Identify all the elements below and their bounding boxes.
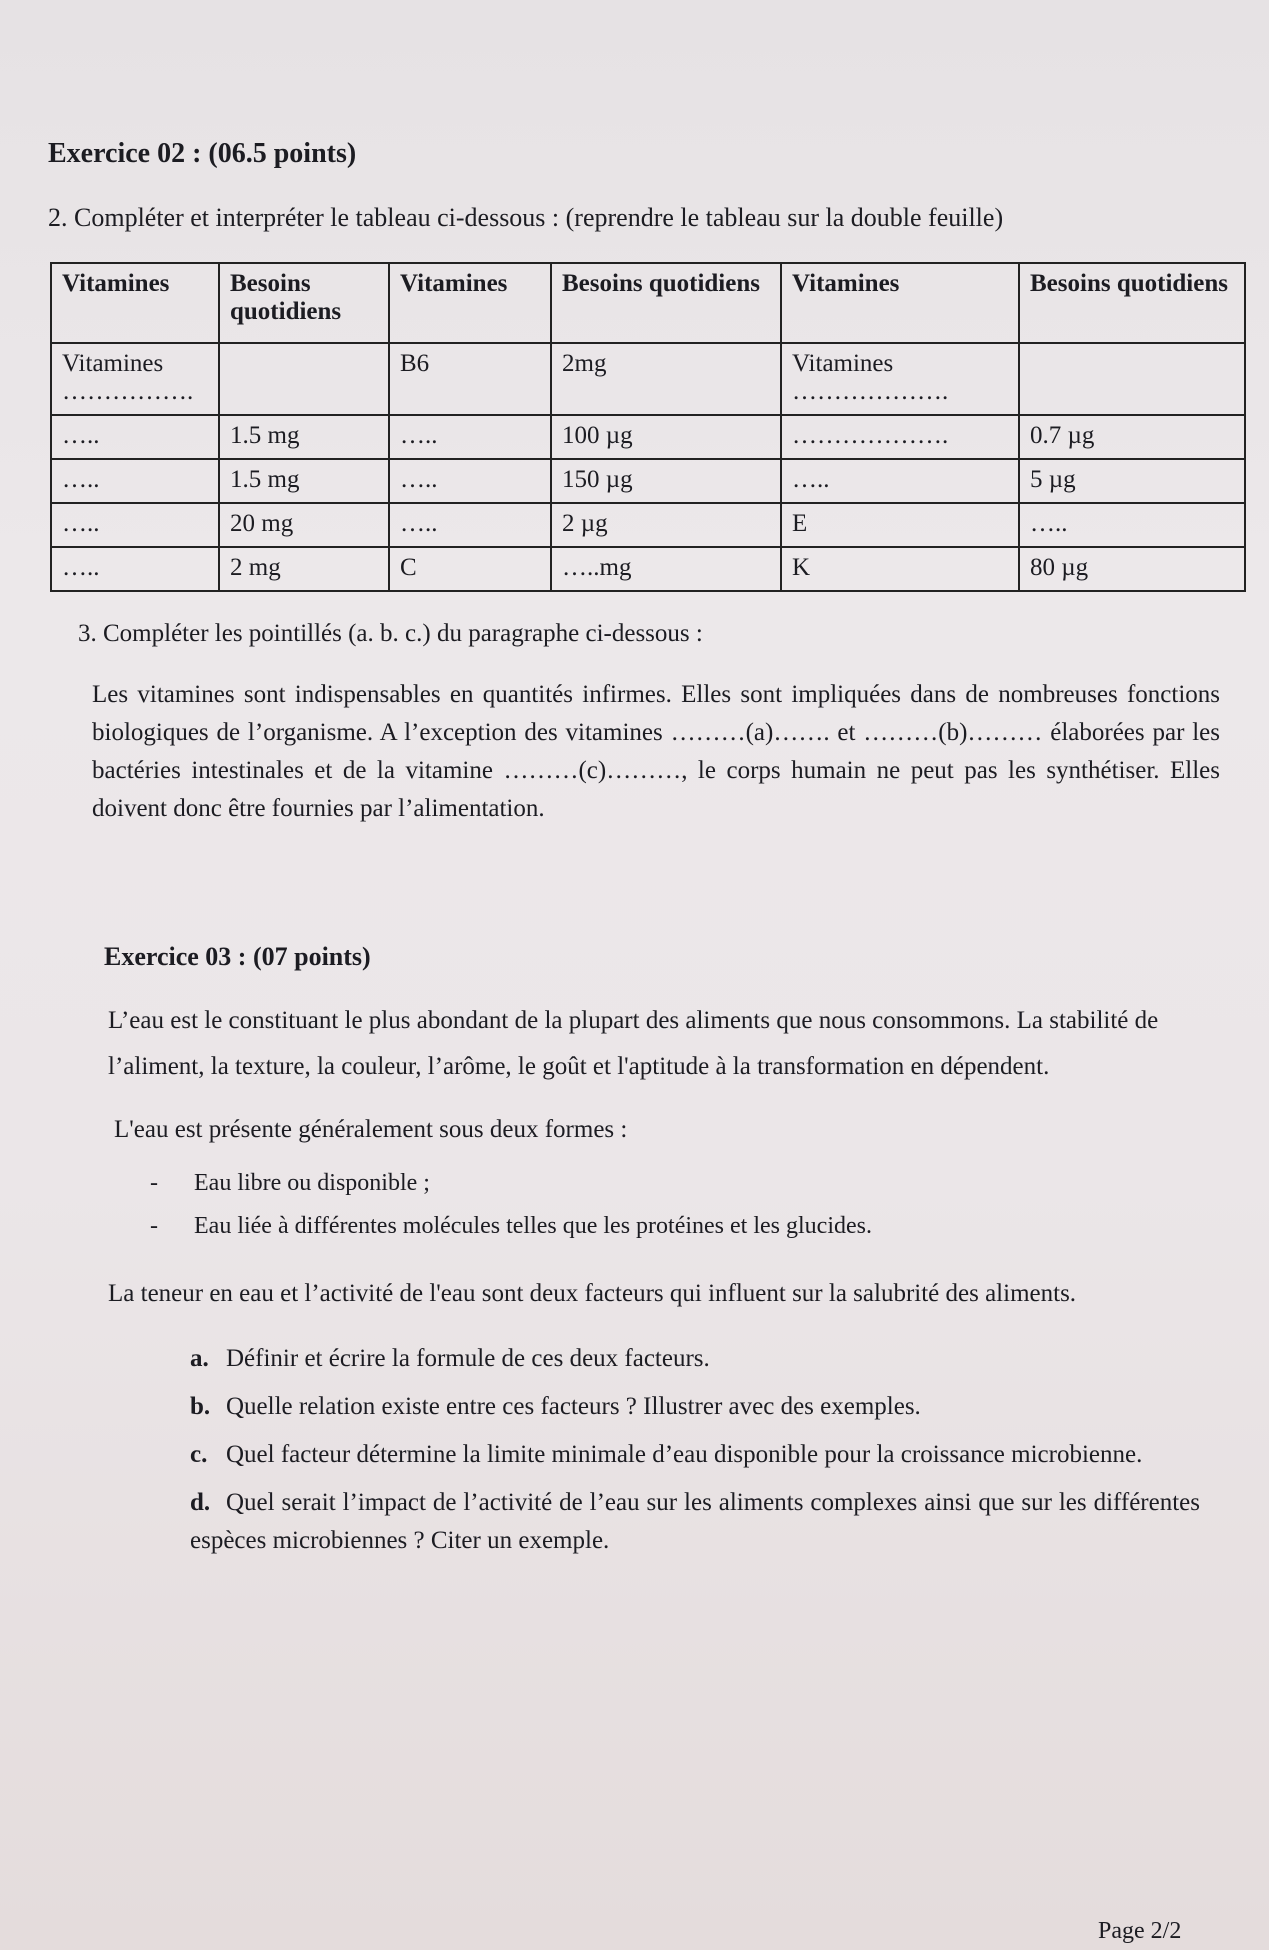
vitamins-table — [50, 262, 1246, 592]
question-letter: b. — [190, 1393, 211, 1420]
table-cell: C — [389, 547, 551, 591]
table-cell: 1.5 mg — [219, 415, 389, 459]
question-item — [190, 1340, 1200, 1378]
table-header-row — [51, 263, 1245, 343]
table-cell: ….. — [51, 459, 219, 503]
header-cell: Vitamines — [389, 263, 551, 343]
question-text: Quel facteur détermine la limite minimale d’eau disponible pour la croissance microbienne. — [226, 1441, 1143, 1468]
table-cell: ………………. — [781, 415, 1019, 459]
table-cell: ….. — [389, 415, 551, 459]
question-item — [190, 1436, 1200, 1474]
table-cell: 20 mg — [219, 503, 389, 547]
question-text: Quelle relation existe entre ces facteurs ? Illustrer avec des exemples. — [226, 1393, 921, 1420]
fill-in-paragraph: Les vitamines sont indispensables en quantités infirmes. Elles sont impliquées dans de nombreuses fonctions biologiques de l’organisme. A l’exception des vitamines ………(a)……. et ………(b)……… élaborées par les bactéries intestinales et de la vitamine ………(c)………, le corps humain ne peut pas les synthétiser. Elles doivent donc être fournies par l’alimentation. — [92, 681, 1220, 822]
list-item: - Eau liée à différentes molécules telles que les protéines et les glucides. — [150, 1213, 872, 1240]
table-cell — [219, 343, 389, 415]
list-item: - Eau libre ou disponible ; — [150, 1170, 872, 1197]
intro-paragraph: L’eau est le constituant le plus abondant de la plupart des aliments que nous consommons. La stabilité de l’aliment, la texture, la couleur, l’arôme, le goût et l'aptitude à la transformation en dépendent. — [108, 1007, 1159, 1080]
question-2: 2. Compléter et interpréter le tableau ci-dessous : (reprendre le tableau sur la double feuille) — [48, 203, 1004, 232]
question-text: Quel serait l’impact de l’activité de l’eau sur les aliments complexes ainsi que sur les différentes espèces microbiennes ? Citer un exemple. — [190, 1489, 1200, 1554]
table-cell: ….. — [389, 503, 551, 547]
table-cell: 2 mg — [219, 547, 389, 591]
table-cell: 2 µg — [551, 503, 781, 547]
page-number: Page 2/2 — [1098, 1918, 1182, 1944]
table-cell: …..mg — [551, 547, 781, 591]
table-cell: 1.5 mg — [219, 459, 389, 503]
table-cell — [1019, 343, 1245, 415]
table-row — [51, 343, 1245, 415]
water-forms-list — [150, 1170, 872, 1256]
table-cell: ….. — [1019, 503, 1245, 547]
table-cell: Vitamines ……………. — [51, 343, 219, 415]
exercise-2-title: Exercice 02 : (06.5 points) — [48, 138, 357, 169]
question-letter: c. — [190, 1441, 208, 1468]
table-cell: ….. — [51, 547, 219, 591]
question-3: 3. Compléter les pointillés (a. b. c.) du paragraphe ci-dessous : — [78, 620, 703, 647]
table-row — [51, 547, 1245, 591]
table-cell: E — [781, 503, 1019, 547]
question-list — [190, 1340, 1200, 1570]
table-cell: ….. — [781, 459, 1019, 503]
question-item — [190, 1484, 1200, 1560]
header-cell: Besoins quotidiens — [1019, 263, 1245, 343]
header-cell: Vitamines — [781, 263, 1019, 343]
table-cell: 100 µg — [551, 415, 781, 459]
table-cell: 5 µg — [1019, 459, 1245, 503]
exercise-3-title: Exercice 03 : (07 points) — [104, 942, 371, 971]
forms-intro: L'eau est présente généralement sous deux formes : — [114, 1116, 628, 1143]
table-row — [51, 415, 1245, 459]
table-row — [51, 459, 1245, 503]
table-cell: K — [781, 547, 1019, 591]
table-cell: 2mg — [551, 343, 781, 415]
table-cell: ….. — [51, 503, 219, 547]
table-cell: Vitamines ………………. — [781, 343, 1019, 415]
table-cell: 150 µg — [551, 459, 781, 503]
header-cell: Vitamines — [51, 263, 219, 343]
factors-intro: La teneur en eau et l’activité de l'eau sont deux facteurs qui influent sur la salubrité des aliments. — [108, 1280, 1077, 1307]
table-row — [51, 503, 1245, 547]
header-cell: Besoins quotidiens — [551, 263, 781, 343]
table-cell: ….. — [51, 415, 219, 459]
table-cell: B6 — [389, 343, 551, 415]
table-cell: 0.7 µg — [1019, 415, 1245, 459]
table-cell: 80 µg — [1019, 547, 1245, 591]
question-text: Définir et écrire la formule de ces deux facteurs. — [226, 1345, 710, 1372]
header-cell: Besoins quotidiens — [219, 263, 389, 343]
question-letter: a. — [190, 1345, 209, 1372]
question-item — [190, 1388, 1200, 1426]
table-cell: ….. — [389, 459, 551, 503]
question-letter: d. — [190, 1489, 211, 1516]
